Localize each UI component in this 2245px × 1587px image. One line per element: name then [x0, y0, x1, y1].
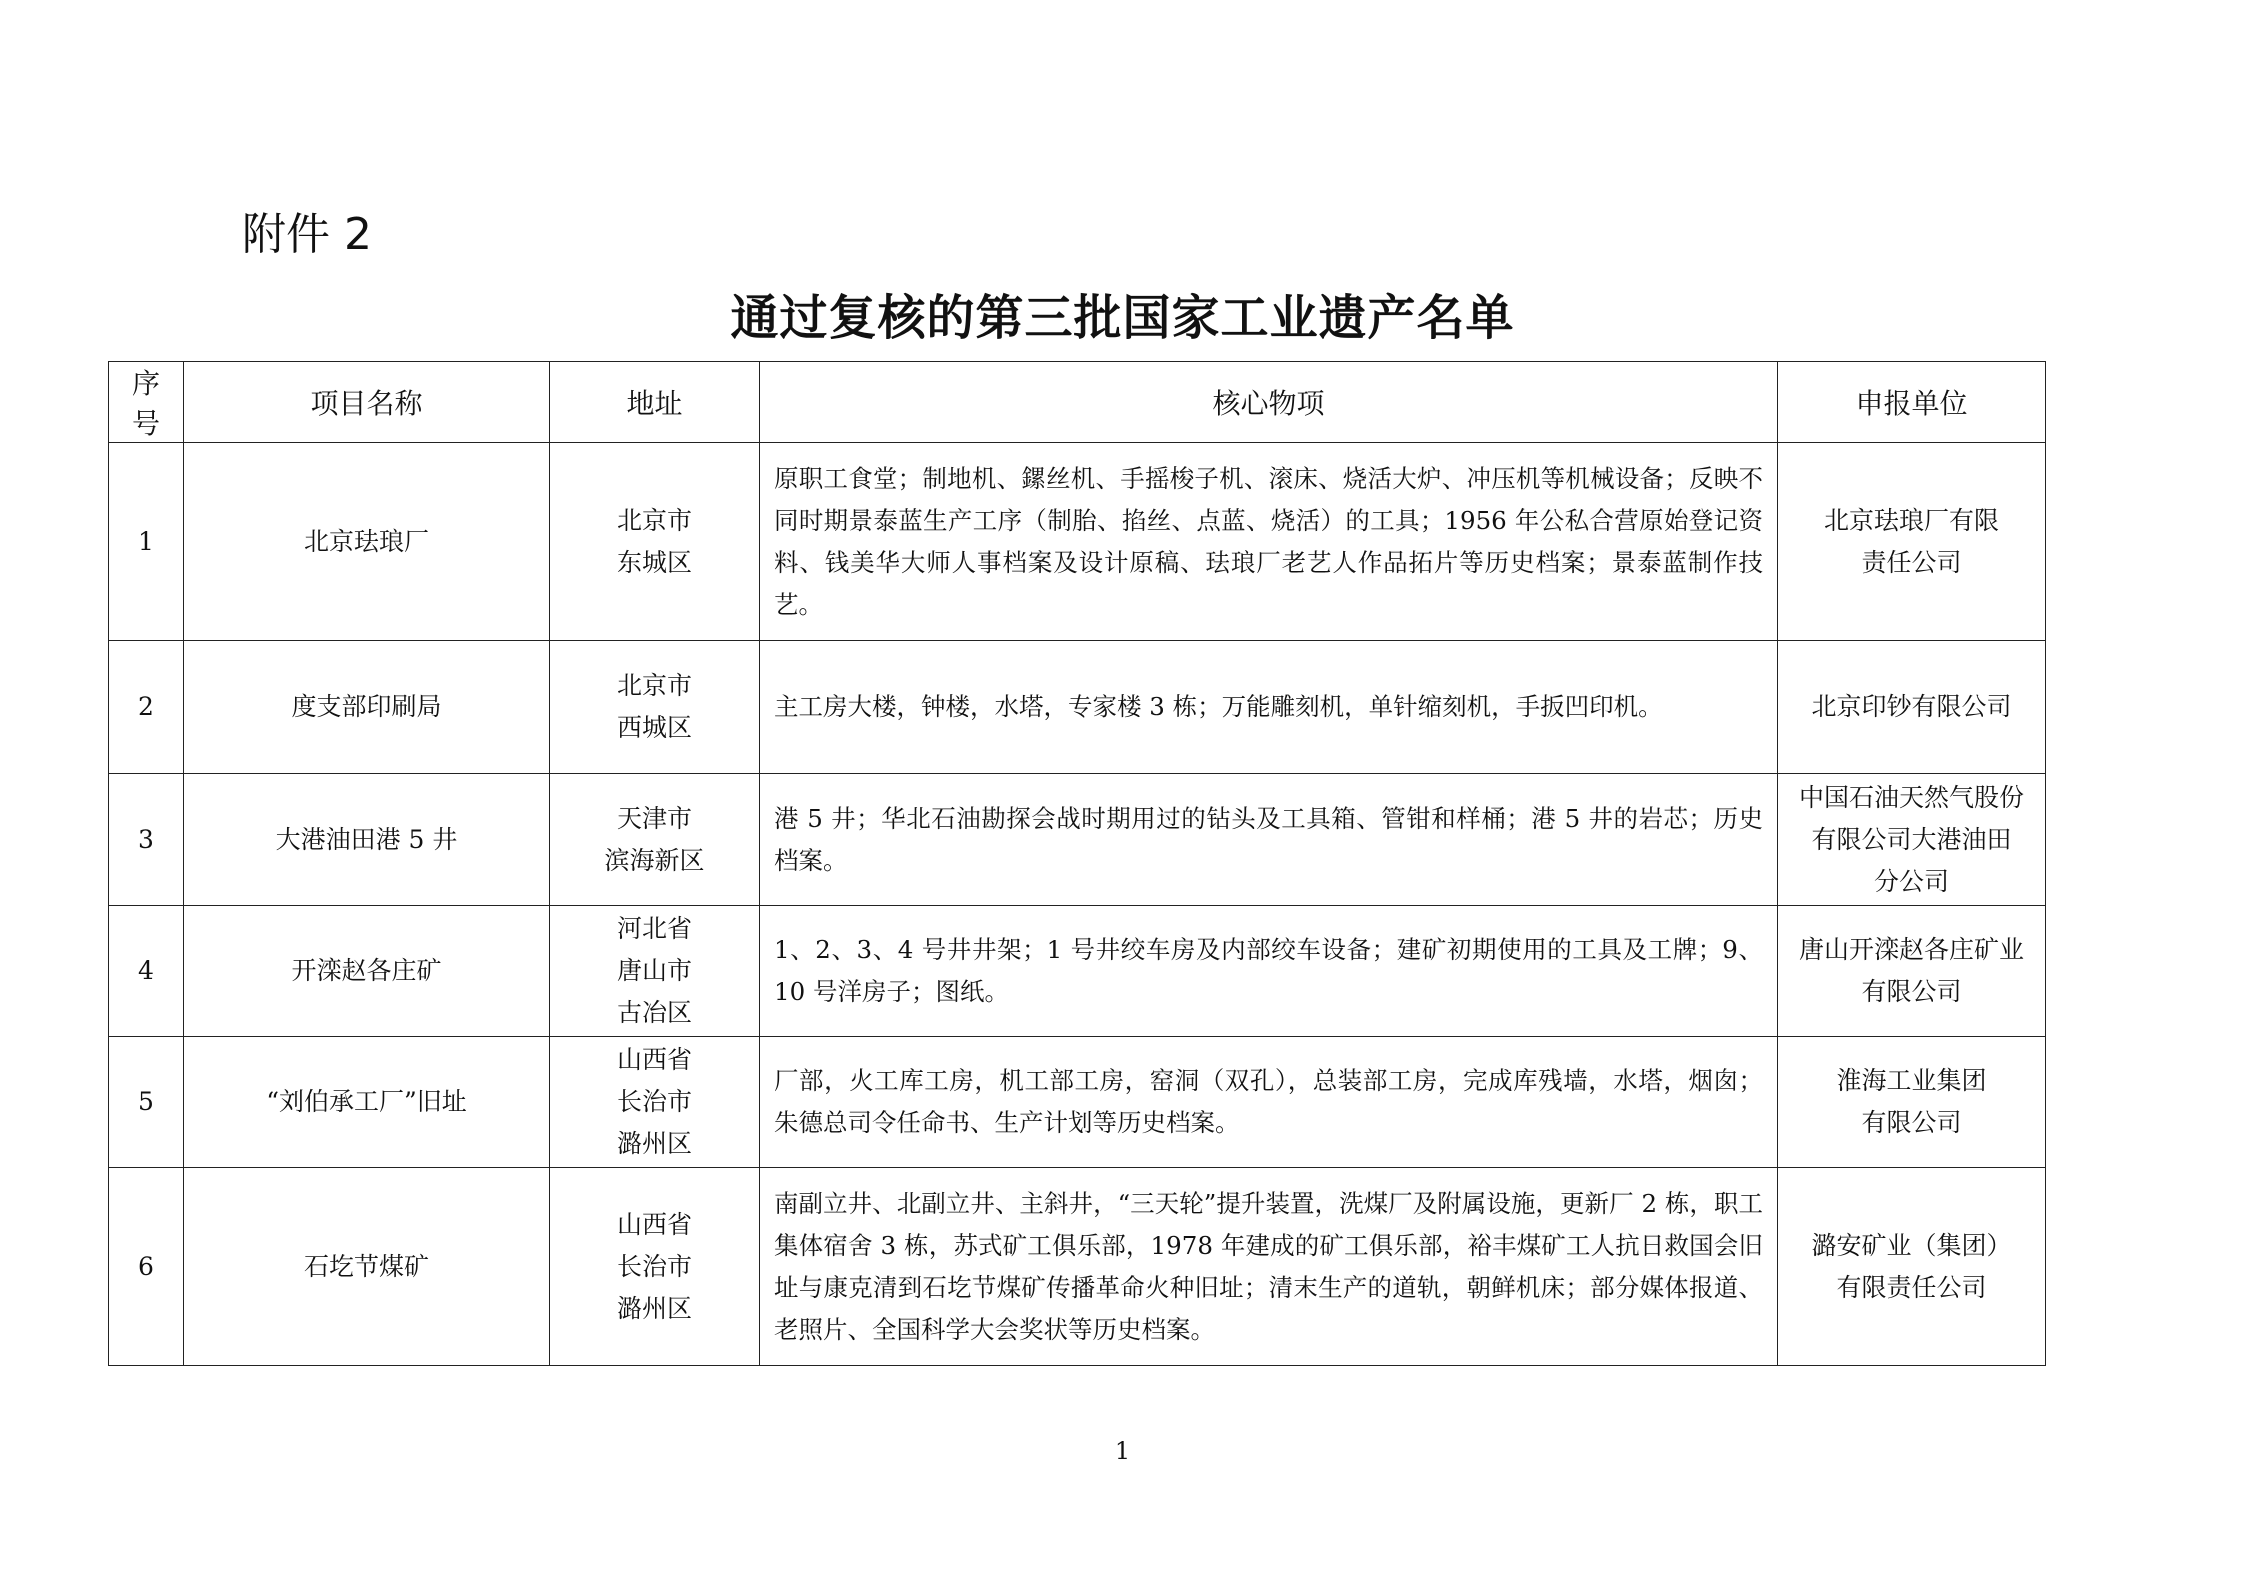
table-row [109, 1168, 2046, 1366]
row-core-items: 1、2、3、4 号井井架；1 号井绞车房及内部绞车设备；建矿初期使用的工具及工牌；9、10 号洋房子；图纸。 [760, 906, 1778, 1037]
address-line: 唐山市 [616, 956, 692, 985]
row-name: 度支部印刷局 [184, 641, 550, 774]
row-address [550, 906, 760, 1037]
row-index: 3 [109, 774, 184, 906]
table-row [109, 443, 2046, 641]
address-line: 长治市 [616, 1251, 692, 1281]
unit-line: 有限公司大港油田 [1811, 824, 2012, 854]
unit-line: 潞安矿业（集团） [1811, 1230, 2012, 1260]
row-unit [1778, 443, 2046, 641]
row-name: “刘伯承工厂”旧址 [184, 1037, 550, 1168]
address-line: 北京市 [616, 505, 692, 535]
attachment-label: 附件 2 [242, 209, 372, 260]
row-unit [1778, 1168, 2046, 1366]
header-unit: 申报单位 [1778, 362, 2046, 443]
row-unit [1778, 1037, 2046, 1168]
row-address [550, 641, 760, 774]
address-line: 山西省 [616, 1209, 692, 1239]
row-unit [1778, 641, 2046, 774]
row-index: 6 [109, 1168, 184, 1366]
document-title: 通过复核的第三批国家工业遗产名单 [730, 290, 1515, 346]
unit-line: 中国石油天然气股份 [1798, 782, 2024, 812]
table-row [109, 1037, 2046, 1168]
row-unit [1778, 906, 2046, 1037]
row-index: 2 [109, 641, 184, 774]
address-line: 古冶区 [616, 998, 692, 1027]
address-line: 滨海新区 [604, 845, 705, 875]
row-name: 开滦赵各庄矿 [184, 906, 550, 1037]
row-address [550, 774, 760, 906]
address-line: 北京市 [616, 671, 692, 700]
unit-line: 淮海工业集团 [1836, 1066, 1987, 1095]
row-core-items: 南副立井、北副立井、主斜井，“三天轮”提升装置，洗煤厂及附属设施，更新厂 2 栋，职工集体宿舍 3 栋，苏式矿工俱乐部，1978 年建成的矿工俱乐部，裕丰煤矿工人抗日救国会旧址与康克清到石圪节煤矿传播革命火种旧址；清末生产的道轨，朝鲜机床；部分媒体报道、老照片、全国科学大会奖状等历史档案。 [760, 1168, 1778, 1366]
table-header-row [109, 362, 2046, 443]
address-line: 西城区 [616, 713, 692, 742]
address-line: 东城区 [616, 547, 692, 577]
row-address [550, 1037, 760, 1168]
unit-line: 分公司 [1873, 866, 1949, 896]
row-core-items: 原职工食堂；制地机、鏍丝机、手摇梭子机、滚床、烧活大炉、冲压机等机械设备；反映不同时期景泰蓝生产工序（制胎、掐丝、点蓝、烧活）的工具；1956 年公私合营原始登记资料、钱美华大师人事档案及设计原稿、珐琅厂老艺人作品拓片等历史档案；景泰蓝制作技艺。 [760, 443, 1778, 641]
address-line: 河北省 [616, 914, 692, 943]
unit-line: 唐山开滦赵各庄矿业 [1798, 935, 2024, 964]
unit-line: 有限公司 [1861, 1108, 1962, 1137]
row-address [550, 1168, 760, 1366]
row-name: 石圪节煤矿 [184, 1168, 550, 1366]
header-name: 项目名称 [184, 362, 550, 443]
header-index: 序号 [109, 362, 184, 443]
row-address [550, 443, 760, 641]
row-name: 北京珐琅厂 [184, 443, 550, 641]
header-core-items: 核心物项 [760, 362, 1778, 443]
address-line: 长治市 [616, 1087, 692, 1116]
row-index: 5 [109, 1037, 184, 1168]
unit-line: 有限责任公司 [1836, 1272, 1987, 1302]
unit-line: 北京珐琅厂有限 [1823, 505, 1999, 535]
address-line: 潞州区 [616, 1293, 692, 1323]
row-name: 大港油田港 5 井 [184, 774, 550, 906]
table-row [109, 774, 2046, 906]
address-line: 天津市 [616, 803, 692, 833]
table-row [109, 906, 2046, 1037]
unit-line: 北京印钞有限公司 [1811, 692, 2012, 721]
table-row [109, 641, 2046, 774]
unit-line: 有限公司 [1861, 977, 1962, 1006]
row-index: 4 [109, 906, 184, 1037]
row-core-items: 厂部，火工库工房，机工部工房，窑洞（双孔），总装部工房，完成库残墙，水塔，烟囱；朱德总司令任命书、生产计划等历史档案。 [760, 1037, 1778, 1168]
page-number: 1 [1114, 1437, 1131, 1465]
address-line: 潞州区 [616, 1129, 692, 1158]
unit-line: 责任公司 [1861, 547, 1962, 577]
row-index: 1 [109, 443, 184, 641]
heritage-table [108, 361, 2046, 1366]
header-address: 地址 [550, 362, 760, 443]
row-core-items: 港 5 井；华北石油勘探会战时期用过的钻头及工具箱、管钳和样桶；港 5 井的岩芯；历史档案。 [760, 774, 1778, 906]
address-line: 山西省 [616, 1045, 692, 1074]
row-core-items: 主工房大楼，钟楼，水塔，专家楼 3 栋；万能雕刻机，单针缩刻机，手扳凹印机。 [760, 641, 1778, 774]
row-unit [1778, 774, 2046, 906]
